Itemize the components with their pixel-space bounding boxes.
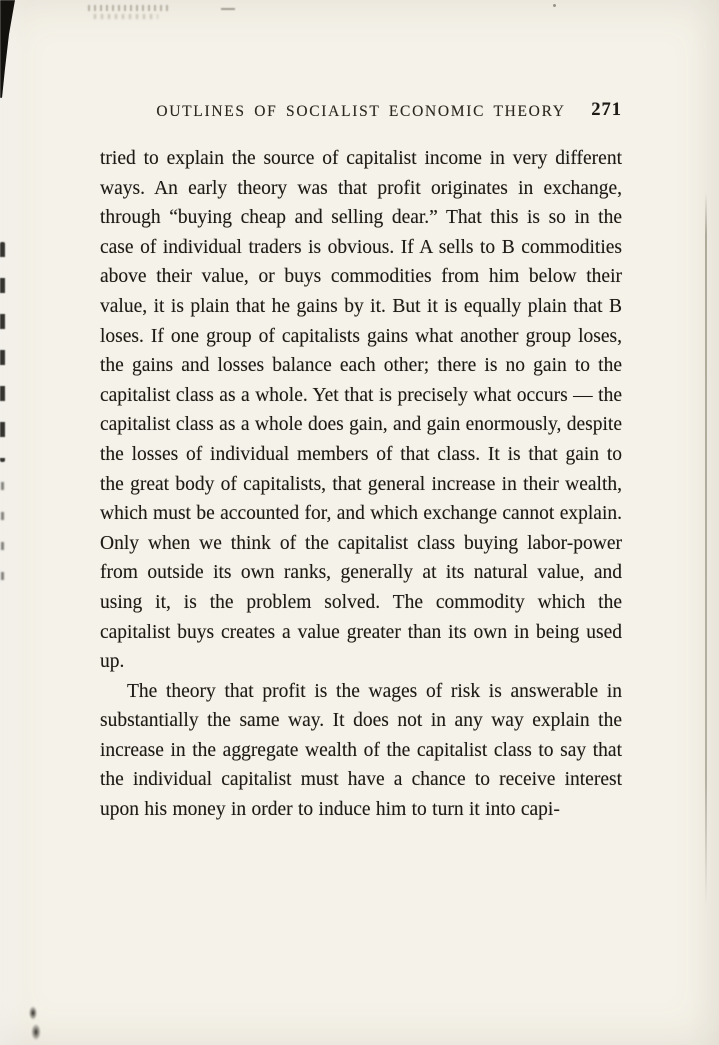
scan-artifact-bottom-smudge bbox=[25, 1004, 45, 1042]
page-number: 271 bbox=[591, 100, 622, 120]
header-title: OUTLINES OF SOCIALIST ECONOMIC THEORY bbox=[156, 103, 566, 120]
scan-artifact-top-smudge bbox=[88, 5, 172, 11]
scan-artifact-dot bbox=[553, 4, 556, 7]
scan-artifact-corner bbox=[0, 0, 18, 98]
paragraph: tried to explain the source of capitalist income in very different ways. An early theory was that profit originates in exchange, through “buying cheap and selling dear.” That this is so in the case of individual traders is obvious. If A sells to B commodities above their value, or buys commodities from him below their value, it is plain that he gains by it. But it is equally plain that B loses. If one group of capitalists gains what another group loses, the gains and losses balance each other; there is no gain to the capitalist class as a whole. Yet that is precisely what occurs — the capitalist class as a whole does gain, and gain enormously, despite the losses of individual members of that class. It is that gain to the great body of capitalists, that general increase in their wealth, which must be accounted for, and which exchange cannot explain. Only when we think of the capitalist class buying labor-power from outside its own ranks, generally at its natural value, and using it, is the problem solved. The commodity which the capitalist buys creates a value greater than its own in being used up. bbox=[100, 148, 622, 673]
paragraph: The theory that profit is the wages of risk is answerable in substantially the same way. It does not in any way explain the increase in the aggregate wealth of the capitalist class to say that the individual capitalist must have a chance to receive interest upon his money in order to induce him to turn it into capi- bbox=[100, 680, 622, 821]
scan-artifact-left-edge-marks bbox=[0, 242, 5, 462]
scan-artifact-dash bbox=[221, 8, 235, 10]
running-header bbox=[100, 100, 622, 121]
scan-artifact-page-edge-line bbox=[705, 192, 707, 907]
body-text bbox=[100, 144, 622, 825]
